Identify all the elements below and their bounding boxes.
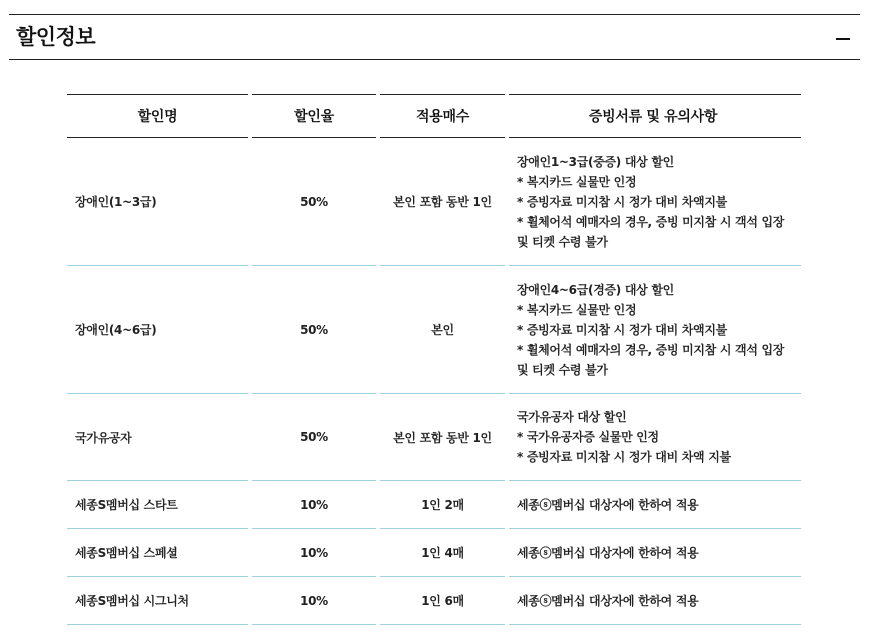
table-row: [67, 481, 801, 529]
table-row: [67, 394, 801, 481]
note-line: 및 티켓 수령 불가: [517, 362, 608, 377]
discount-notes: [509, 481, 801, 529]
applied-quantity: 1인 2매: [380, 481, 505, 529]
table-row: [67, 138, 801, 266]
discount-rate: 50%: [252, 266, 376, 394]
applied-quantity: 본인: [380, 266, 505, 394]
table-row: [67, 529, 801, 577]
header-discount-name: 할인명: [67, 94, 248, 138]
discount-name: 장애인(4~6급): [67, 266, 248, 394]
note-line: * 복지카드 실물만 인정: [517, 174, 637, 189]
discount-rate: 10%: [252, 529, 376, 577]
table-row: [67, 577, 801, 625]
discount-rate: 50%: [252, 138, 376, 266]
note-line: * 국가유공자증 실물만 인정: [517, 430, 659, 444]
table-row: [67, 266, 801, 394]
discount-rate: 10%: [252, 481, 376, 529]
note-line: * 증빙자료 미지참 시 정가 대비 차액지불: [517, 322, 727, 337]
header-documents-notes: 증빙서류 및 유의사항: [509, 94, 801, 138]
note-line: 세종ⓢ멤버십 대상자에 한하여 적용: [517, 545, 699, 560]
note-line: 장애인4~6급(경증) 대상 할인: [517, 282, 674, 297]
discount-rate: 50%: [252, 394, 376, 481]
minus-icon[interactable]: [832, 25, 854, 49]
note-line: 및 티켓 수령 불가: [517, 234, 608, 249]
note-line: * 증빙자료 미지참 시 정가 대비 차액지불: [517, 194, 727, 209]
note-line: * 증빙자료 미지참 시 정가 대비 차액 지불: [517, 450, 731, 464]
discount-name: 세종S멤버십 스페셜: [67, 529, 248, 577]
discount-name: 세종S멤버십 시그니처: [67, 577, 248, 625]
discount-notes: [509, 577, 801, 625]
minus-icon-bar: [836, 38, 850, 40]
discount-table: [67, 94, 801, 625]
applied-quantity: 본인 포함 동반 1인: [380, 138, 505, 266]
discount-notes: [509, 394, 801, 481]
discount-notes: [509, 138, 801, 266]
discount-rate: 10%: [252, 577, 376, 625]
discount-notes: [509, 529, 801, 577]
table-header-row: [67, 94, 801, 138]
applied-quantity: 1인 4매: [380, 529, 505, 577]
note-line: * 휠체어석 예매자의 경우, 증빙 미지참 시 객석 입장: [517, 342, 785, 357]
discount-section-header: [9, 14, 860, 60]
discount-notes: [509, 266, 801, 394]
note-line: 세종ⓢ멤버십 대상자에 한하여 적용: [517, 497, 699, 512]
header-applied-quantity: 적용매수: [380, 94, 505, 138]
header-discount-rate: 할인율: [252, 94, 376, 138]
discount-name: 국가유공자: [67, 394, 248, 481]
note-line: 세종ⓢ멤버십 대상자에 한하여 적용: [517, 593, 699, 608]
applied-quantity: 본인 포함 동반 1인: [380, 394, 505, 481]
discount-name: 세종S멤버십 스타트: [67, 481, 248, 529]
note-line: * 복지카드 실물만 인정: [517, 302, 637, 317]
note-line: * 휠체어석 예매자의 경우, 증빙 미지참 시 객석 입장: [517, 214, 785, 229]
applied-quantity: 1인 6매: [380, 577, 505, 625]
discount-name: 장애인(1~3급): [67, 138, 248, 266]
section-title: 할인정보: [16, 25, 96, 49]
note-line: 국가유공자 대상 할인: [517, 410, 627, 424]
note-line: 장애인1~3급(중증) 대상 할인: [517, 154, 674, 169]
